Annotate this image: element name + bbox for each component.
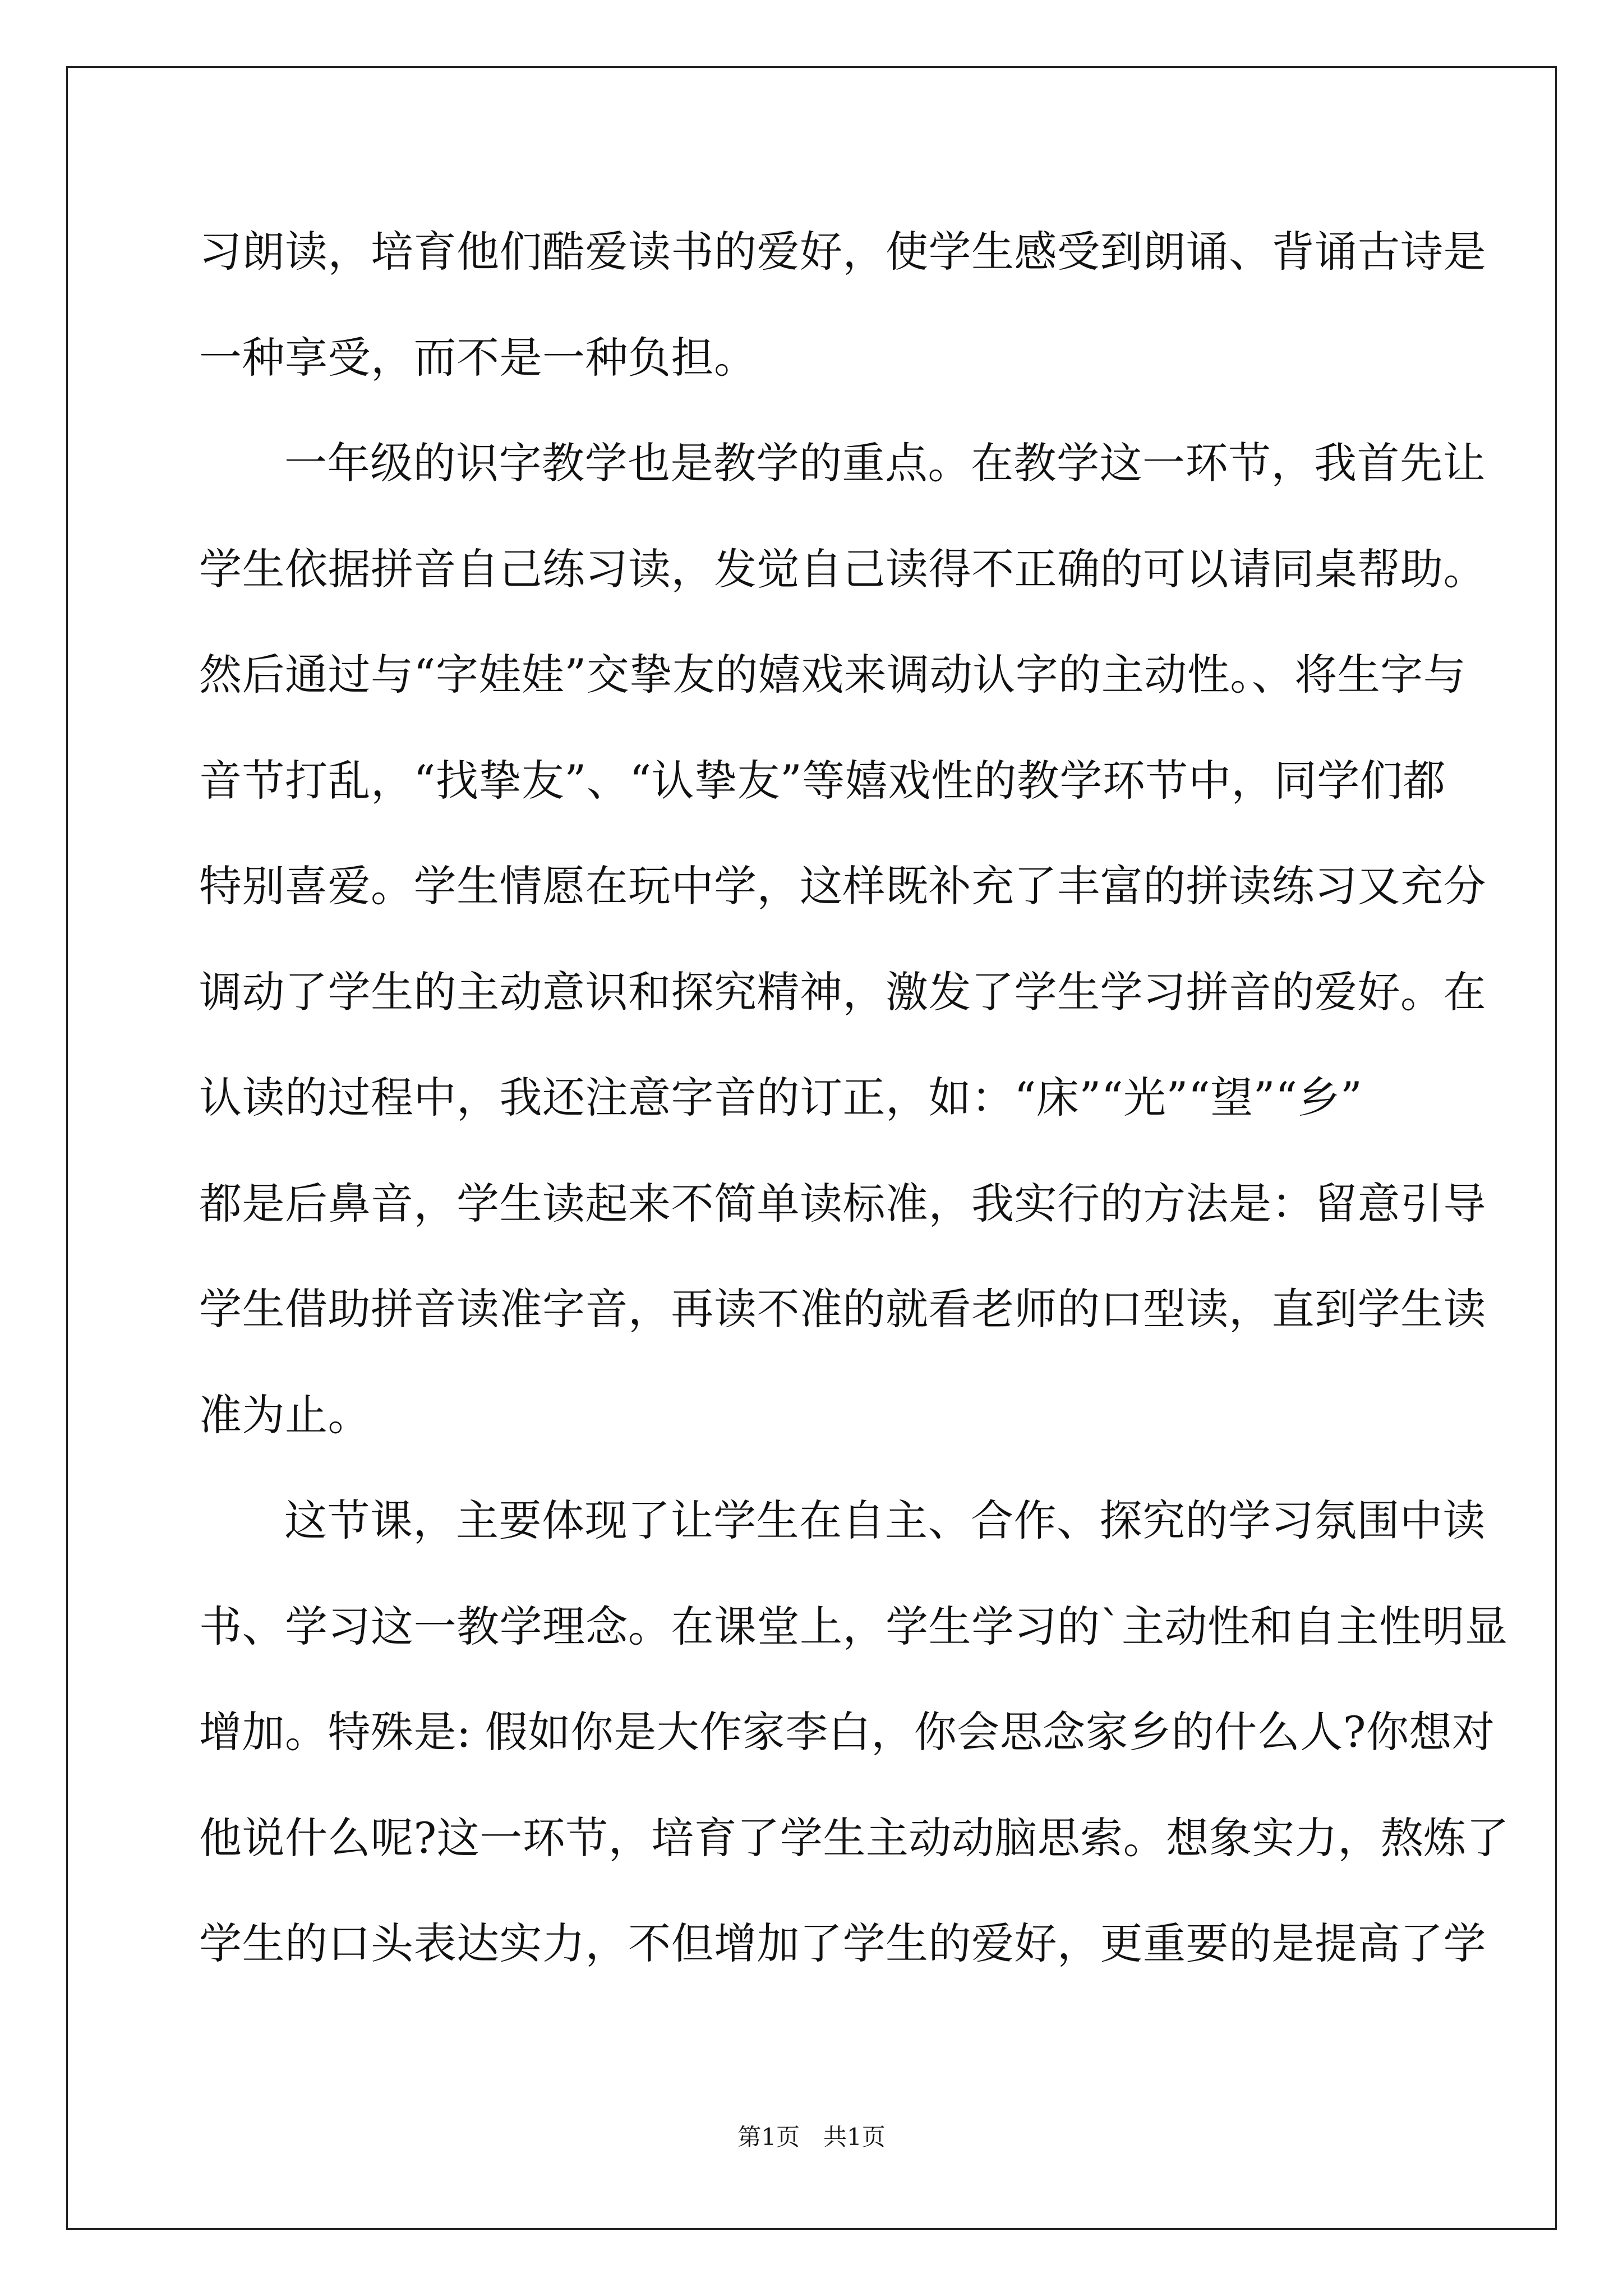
text-line: 学生借助拼音读准字音，再读不准的就看老师的口型读，直到学生读	[199, 1284, 1486, 1334]
text-line: 调动了学生的主动意识和探究精神，激发了学生学习拼音的爱好。在	[199, 967, 1486, 1017]
page-footer	[0, 2120, 1623, 2154]
text-line: 音节打乱，“找挚友”、“认挚友”等嬉戏性的教学环节中，同学们都	[199, 755, 1446, 806]
text-line: 他说什么呢?这一环节，培育了学生主动动脑思索。想象实力，熬炼了	[199, 1812, 1510, 1863]
text-line: 书、学习这一教学理念。在课堂上，学生学习的`主动性和自主性明显	[199, 1601, 1508, 1651]
paragraph-start-line: 这节课，主要体现了让学生在自主、合作、探究的学习氛围中读	[284, 1496, 1486, 1545]
document-body	[199, 199, 1510, 1997]
text-line: 学生的口头表达实力，不但增加了学生的爱好，更重要的是提高了学	[199, 1918, 1486, 1968]
text-line: 学生依据拼音自己练习读，发觉自己读得不正确的可以请同桌帮助。	[199, 544, 1486, 594]
text-line: 特别喜爱。学生情愿在玩中学，这样既补充了丰富的拼读练习又充分	[199, 861, 1486, 911]
text-line: 准为止。	[199, 1389, 371, 1440]
text-line: 认读的过程中，我还注意字音的订正，如：“床”“光”“望”“乡”	[199, 1073, 1363, 1122]
page-number-label: 第1页 共1页	[737, 2123, 886, 2151]
text-line: 都是后鼻音，学生读起来不简单读标准，我实行的方法是：留意引导	[199, 1178, 1486, 1228]
text-line: 习朗读，培育他们酷爱读书的爱好，使学生感受到朗诵、背诵古诗是	[199, 227, 1486, 277]
text-line: 增加。特殊是: 假如你是大作家李白，你会思念家乡的什么人?你想对	[199, 1707, 1495, 1757]
text-line: 一种享受，而不是一种负担。	[199, 332, 757, 383]
text-line: 然后通过与“字娃娃”交挚友的嬉戏来调动认字的主动性。、将生字与	[199, 650, 1467, 700]
paragraph-start-line: 一年级的识字教学也是教学的重点。在教学这一环节，我首先让	[284, 438, 1486, 488]
